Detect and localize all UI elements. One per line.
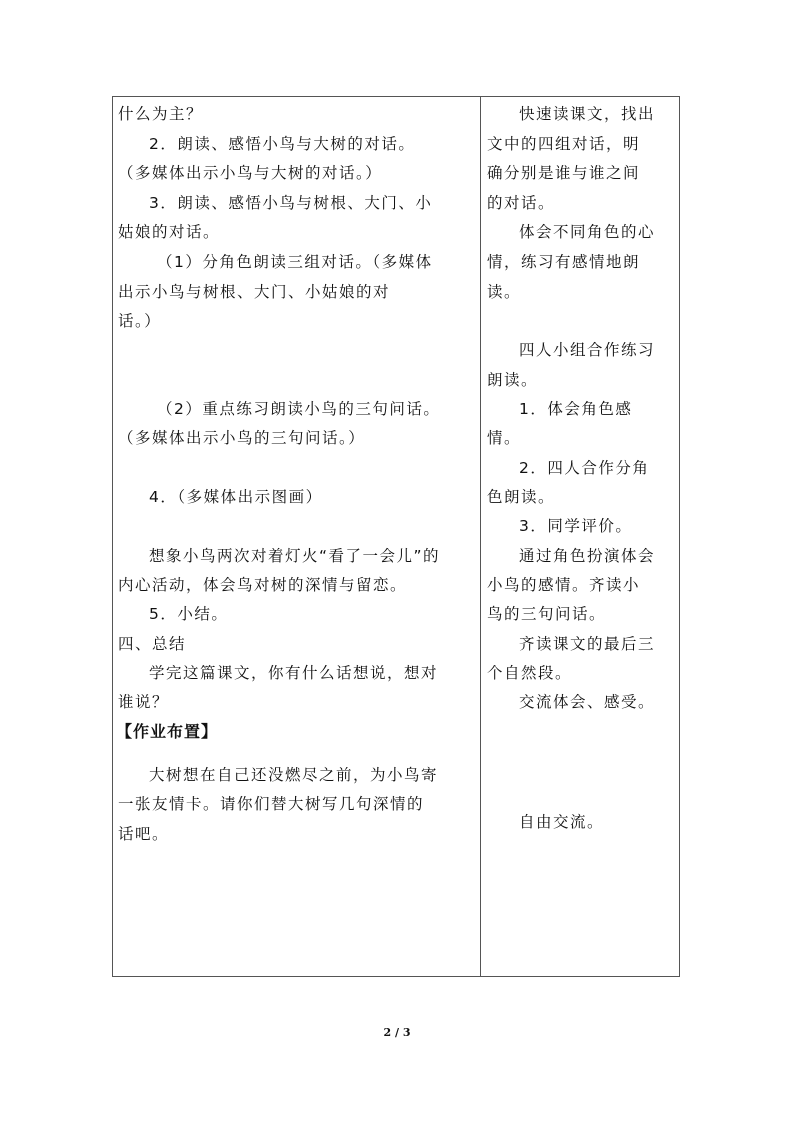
left-line: 内心活动，体会鸟对树的深情与留恋。 [118, 576, 408, 594]
right-line: 读。 [487, 283, 522, 301]
right-line: 齐读课文的最后三 [519, 635, 656, 653]
right-line: 文中的四组对话，明 [487, 135, 641, 153]
left-line: 一张友情卡。请你们替大树写几句深情的 [118, 795, 425, 813]
right-line: 通过角色扮演体会 [519, 547, 656, 565]
left-line: 什么为主？ [118, 105, 204, 123]
left-line: 3．朗读、感悟小鸟与树根、大门、小 [149, 194, 433, 212]
right-line: 确分别是谁与谁之间 [487, 164, 641, 182]
right-line: 1．体会角色感 [519, 400, 633, 418]
left-line: 谁说？ [118, 693, 170, 711]
right-line: 3．同学评价。 [519, 517, 633, 535]
left-line: （多媒体出示小鸟与大树的对话。） [118, 164, 383, 182]
section-heading: 四、总结 [118, 635, 187, 653]
homework-heading: 【作业布置】 [116, 722, 219, 741]
left-line: 姑娘的对话。 [118, 223, 221, 241]
column-divider [480, 97, 481, 976]
right-line: 的对话。 [487, 194, 556, 212]
right-line: 个自然段。 [487, 664, 573, 682]
left-line: （1）分角色朗读三组对话。（多媒体 [157, 253, 433, 271]
right-line: 情，练习有感情地朗 [487, 253, 641, 271]
left-line: 4．（多媒体出示图画） [149, 488, 323, 506]
right-line: 情。 [487, 429, 522, 447]
left-line: 出示小鸟与树根、大门、小姑娘的对 [118, 283, 391, 301]
page-number: 2 / 3 [383, 1026, 411, 1039]
left-line: 5．小结。 [149, 605, 229, 623]
right-line: 交流体会、感受。 [519, 693, 656, 711]
left-line: （多媒体出示小鸟的三句问话。） [118, 429, 366, 447]
left-line: 学完这篇课文，你有什么话想说，想对 [149, 664, 439, 682]
right-line: 自由交流。 [519, 813, 605, 831]
right-line: 体会不同角色的心 [519, 223, 656, 241]
left-line: 话吧。 [118, 825, 170, 843]
right-line: 2．四人合作分角 [519, 459, 650, 477]
right-line: 快速读课文，找出 [519, 105, 656, 123]
right-line: 鸟的三句问话。 [487, 605, 607, 623]
right-line: 色朗读。 [487, 488, 556, 506]
right-line: 四人小组合作练习 [519, 341, 656, 359]
left-line: 大树想在自己还没燃尽之前，为小鸟寄 [149, 766, 439, 784]
right-line: 朗读。 [487, 371, 539, 389]
right-line: 小鸟的感情。齐读小 [487, 576, 641, 594]
left-line: （2）重点练习朗读小鸟的三句问话。 [157, 400, 441, 418]
left-line: 话。） [118, 312, 162, 330]
left-line: 2．朗读、感悟小鸟与大树的对话。 [149, 135, 416, 153]
left-line: 想象小鸟两次对着灯火“看了一会儿”的 [149, 547, 441, 565]
